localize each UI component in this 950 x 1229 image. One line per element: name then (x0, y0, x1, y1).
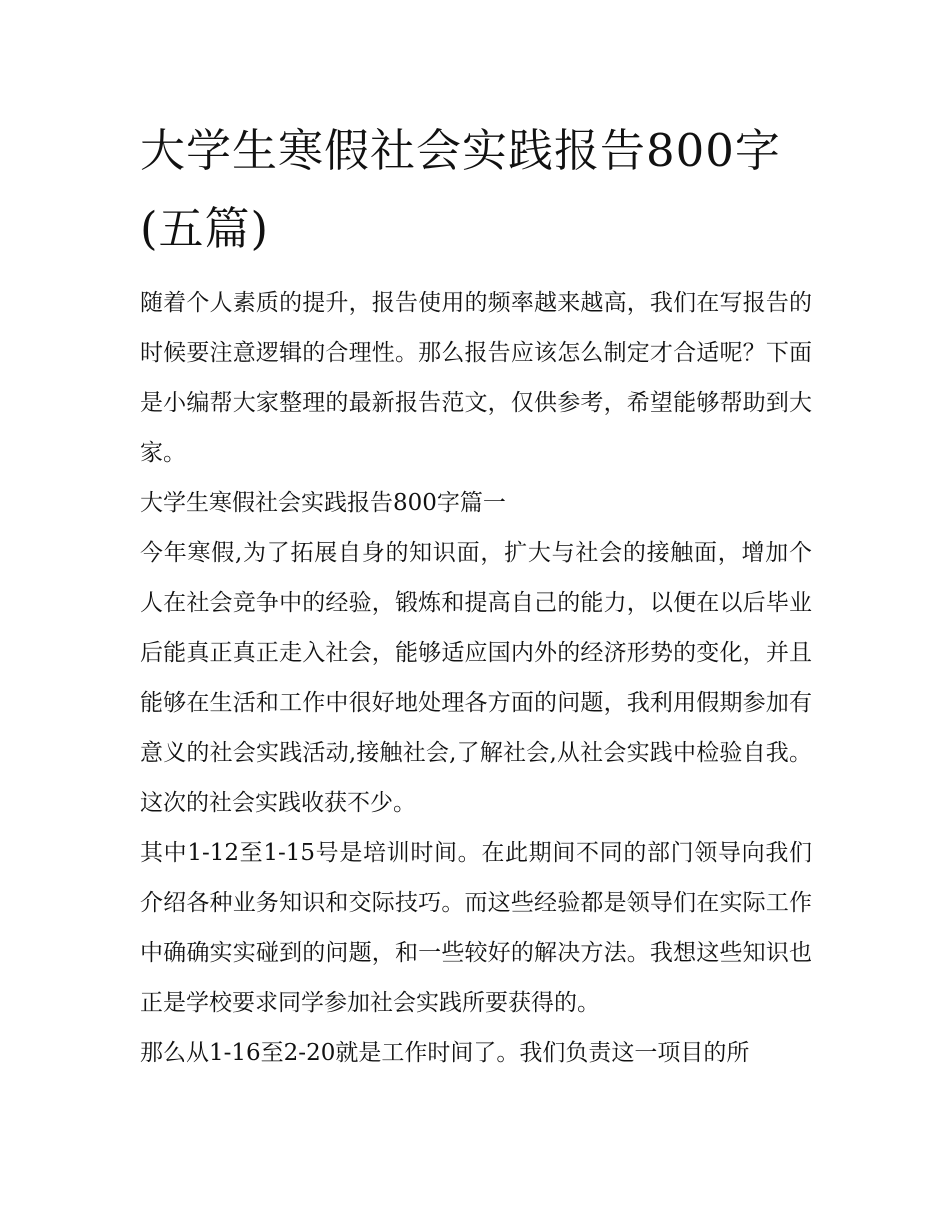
body-paragraph-2: 其中1-12至1-15号是培训时间。在此期间不同的部门领导向我们介绍各种业务知识和交际技巧。而这些经验都是领导们在实际工作中确确实实碰到的问题，和一些较好的解决方法。我想这些知识也正是学校要求同学参加社会实践所要获得的。 (140, 840, 812, 1016)
document-title: 大学生寒假社会实践报告800字(五篇) (140, 124, 781, 255)
body-paragraph-1: 今年寒假,为了拓展自身的知识面，扩大与社会的接触面，增加个人在社会竞争中的经验，锻炼和提高自己的能力，以便在以后毕业后能真正真正走入社会，能够适应国内外的经济形势的变化，并且能够在生活和工作中很好地处理各方面的问题，我利用假期参加有意义的社会实践活动,接触社会,了解社会,从社会实践中检验自我。这次的社会实践收获不少。 (140, 540, 812, 816)
section-heading: 大学生寒假社会实践报告800字篇一 (140, 490, 506, 516)
intro-paragraph: 随着个人素质的提升，报告使用的频率越来越高，我们在写报告的时候要注意逻辑的合理性。那么报告应该怎么制定才合适呢？下面是小编帮大家整理的最新报告范文，仅供参考，希望能够帮助到大家。 (140, 290, 812, 466)
document-page (140, 112, 812, 1078)
body-paragraph-3: 那么从1-16至2-20就是工作时间了。我们负责这一项目的所 (140, 1040, 750, 1066)
